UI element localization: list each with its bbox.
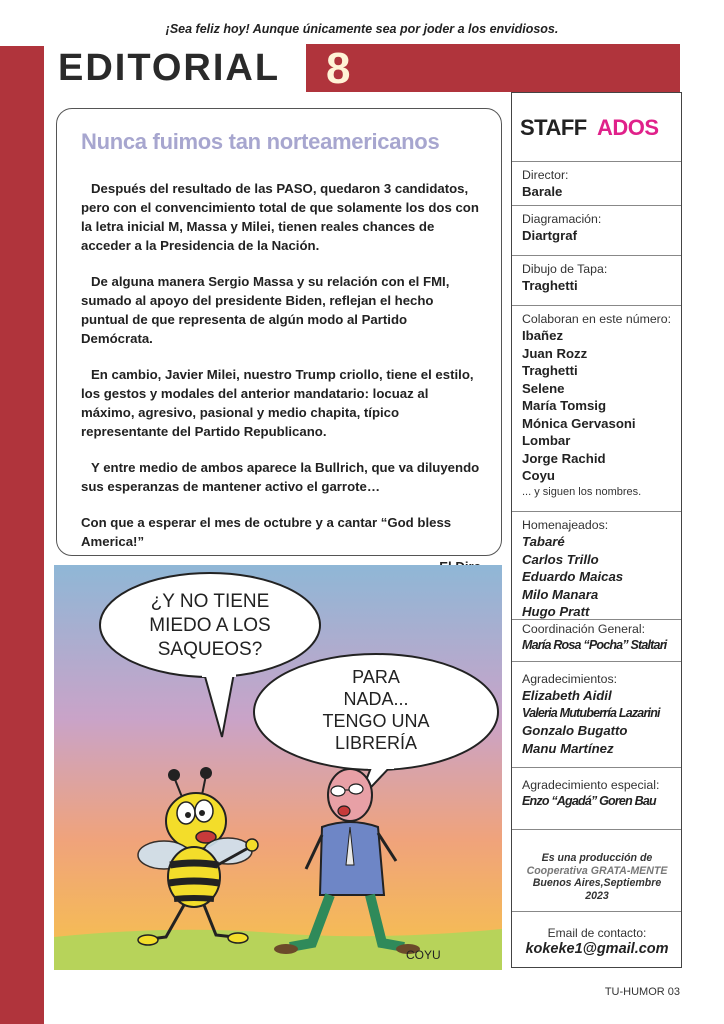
- article-paragraph: Después del resultado de las PASO, quedaron 3 candidatos, pero con el convencimiento total de que solamente los dos con la letra inicial M, Massa y Milei, tienen reales chances de acceder a la Presidencia de la Nación.: [81, 181, 479, 253]
- cartoon-drawing: [54, 565, 502, 970]
- special-thanks-name: Enzo “Agadá” Goren Bau: [522, 794, 656, 808]
- production-line: Cooperativa GRATA-MENTE: [526, 864, 668, 877]
- article-paragraph: De alguna manera Sergio Massa y su relación con el FMI, sumado al apoyo del presidente Biden, reflejan el hecho puntual de que representa de algún modo al Partido Demócrata.: [81, 274, 450, 346]
- contributor-name: María Tomsig: [522, 398, 607, 413]
- production-line: Es una producción de: [541, 852, 653, 864]
- section-header: [44, 44, 680, 92]
- coordination-name: María Rosa “Pocha” Staltari: [522, 638, 667, 652]
- production-line: 2023: [585, 889, 609, 902]
- article-paragraph: En cambio, Javier Milei, nuestro Trump criollo, tiene el estilo, los gestos y modales del anterior mandatario: locuaz al máximo, agresivo, pasional y medio chapita, típico representante del Partido Republicano.: [81, 367, 474, 439]
- contributor-name: Juan Rozz: [522, 345, 588, 361]
- left-margin-bar: [0, 46, 44, 1024]
- contributor-name: Selene: [522, 380, 565, 396]
- contact-label: Email de contacto:: [547, 926, 647, 940]
- artist-signature: COYU: [406, 948, 441, 962]
- staff-contact: [512, 912, 681, 966]
- staff-honored: [512, 512, 681, 620]
- layout-name: Diartgraf: [522, 228, 577, 243]
- section-title: EDITORIAL: [58, 47, 281, 89]
- page-number: 8: [326, 44, 351, 93]
- director-name: Barale: [522, 184, 563, 199]
- contributor-name: Coyu: [522, 468, 555, 483]
- honored-name: Eduardo Maicas: [522, 569, 624, 584]
- contributor-name: Traghetti: [522, 363, 578, 378]
- staff-production: [512, 830, 681, 912]
- article-title: Nunca fuimos tan norteamericanos: [81, 129, 440, 154]
- staff-contributors: [512, 306, 681, 512]
- contact-email: kokeke1@gmail.com: [525, 941, 669, 957]
- section-title-box: [44, 44, 306, 90]
- honored-label: Homenajeados:: [522, 518, 609, 532]
- thanks-name: Valeria Mutuberría Lazarini: [522, 705, 660, 720]
- layout-label: Diagramación:: [522, 212, 602, 226]
- thanks-label: Agradecimientos:: [522, 672, 618, 686]
- article-paragraph: Y entre medio de ambos aparece la Bullrich, que va diluyendo sus esperanzas de mantener activo el garrote…: [81, 460, 480, 494]
- contributor-name: Ibañez: [522, 328, 564, 343]
- cover-label: Dibujo de Tapa:: [522, 262, 608, 276]
- bubble1-line: MIEDO A LOS: [149, 615, 271, 636]
- honored-name: Carlos Trillo: [522, 551, 599, 567]
- thanks-name: Manu Martínez: [522, 740, 614, 756]
- staff-title-part2: ADOS: [597, 115, 659, 140]
- staff-layout: [512, 206, 681, 256]
- article-body: [81, 179, 481, 576]
- staff-special-thanks: [512, 768, 681, 830]
- cover-name: Traghetti: [522, 278, 578, 293]
- bubble1-line: SAQUEOS?: [157, 639, 263, 660]
- special-thanks-label: Agradecimiento especial:: [522, 778, 660, 792]
- thanks-name: Gonzalo Bugatto: [522, 723, 628, 738]
- bubble2-line: PARA: [352, 667, 400, 687]
- coordination-label: Coordinación General:: [522, 622, 646, 636]
- contributor-name: Jorge Rachid: [522, 450, 606, 466]
- staff-cover: [512, 256, 681, 306]
- staff-panel: [511, 92, 682, 968]
- staff-title-part1: STAFF: [520, 115, 587, 140]
- cartoon-illustration: [54, 565, 502, 970]
- honored-name: Tabaré: [522, 534, 565, 549]
- contributor-name: Lombar: [522, 433, 571, 448]
- staff-director: [512, 162, 681, 206]
- contributors-label: Colaboran en este número:: [522, 312, 672, 326]
- staff-thanks: [512, 662, 681, 768]
- editorial-article: [56, 108, 502, 556]
- article-paragraph: Con que a esperar el mes de octubre y a cantar “God bless America!”: [81, 515, 452, 549]
- production-line: Buenos Aires,Septiembre: [532, 877, 662, 889]
- staff-title: [512, 93, 681, 162]
- contributors-more: ... y siguen los nombres.: [522, 485, 642, 498]
- bubble2-line: TENGO UNA: [322, 711, 430, 731]
- staff-coordination: [512, 620, 681, 662]
- page-motto: ¡Sea feliz hoy! Aunque únicamente sea por joder a los envidiosos.: [165, 22, 559, 36]
- page-number-box: [306, 44, 680, 92]
- honored-name: Milo Manara: [522, 586, 599, 602]
- thanks-name: Elizabeth Aidil: [522, 688, 612, 703]
- bubble2-line: NADA...: [343, 689, 409, 709]
- bubble1-line: ¿Y NO TIENE: [150, 591, 270, 612]
- director-label: Director:: [522, 168, 569, 182]
- bubble2-line: LIBRERÍA: [334, 733, 418, 753]
- page-footer: TU-HUMOR 03: [604, 986, 680, 998]
- contributor-name: Mónica Gervasoni: [522, 415, 636, 431]
- honored-name: Hugo Pratt: [522, 604, 590, 619]
